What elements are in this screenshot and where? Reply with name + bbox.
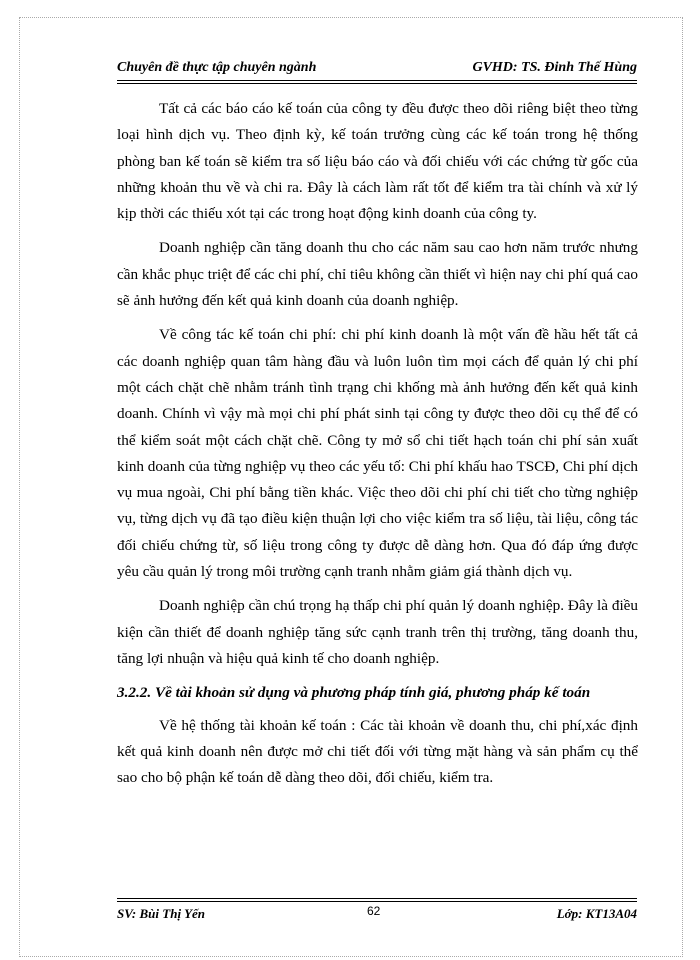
header-title: Chuyên đề thực tập chuyên ngành <box>117 60 317 75</box>
footer-rule-2 <box>117 901 637 902</box>
footer-student: SV: Bùi Thị Yến <box>117 906 206 921</box>
header-supervisor: GVHD: TS. Đinh Thế Hùng <box>472 60 637 75</box>
paragraph-3: Về công tác kế toán chi phí: chi phí kinh doanh là một vấn đề hầu hết tất cả các doanh nghiệp quan tâm hàng đầu và luôn luôn tìm mọi cách để quản lý chi phí một cách chặt chẽ nhằm tránh tình trạng chi khống mà ảnh hưởng đến kết quả kinh doanh. Chính vì vậy mà mọi chi phí phát sinh tại công ty được theo dõi cụ thể để có thể kiểm soát một cách chặt chẽ. Công ty mở sổ chi tiết hạch toán chi phí sản xuất kinh doanh của từng nghiệp vụ theo các yếu tố: Chi phí khấu hao TSCĐ, Chi phí dịch vụ mua ngoài, Chi phí bằng tiền khác. Việc theo dõi chi phí chi tiết cho từng nghiệp vụ, từng dịch vụ đã tạo điều kiện thuận lợi cho việc kiểm tra số liệu, tài liệu, công tác đối chiếu chứng từ, số liệu trong công ty được dễ dàng hơn. Qua đó đáp ứng được yêu cầu quản lý trong môi trường cạnh tranh nhằm giảm giá thành dịch vụ. <box>117 326 638 581</box>
footer-rule <box>117 898 637 899</box>
page-number: 62 <box>367 904 381 918</box>
section-heading: 3.2.2. Về tài khoản sử dụng và phương pháp tính giá, phương pháp kế toán <box>117 684 591 702</box>
paragraph-1: Tất cả các báo cáo kế toán của công ty đều được theo dõi riêng biệt theo từng loại hình dịch vụ. Theo định kỳ, kế toán trưởng cùng các kế toán trong hệ thống phòng ban kế toán sẽ kiểm tra số liệu báo cáo và đối chiếu với các chứng từ gốc của những khoản thu về và chi ra. Đây là cách làm rất tốt để kiểm tra tài chính và xử lý kịp thời các thiếu xót tại các trong hoạt động kinh doanh của công ty. <box>117 100 638 223</box>
document-body <box>117 96 638 799</box>
page-footer <box>117 904 637 924</box>
header-rule-2 <box>117 83 637 84</box>
page-header <box>117 58 637 80</box>
paragraph-2: Doanh nghiệp cần tăng doanh thu cho các năm sau cao hơn năm trước nhưng cần khắc phục triệt để các chi phí, chỉ tiêu không cần thiết vì hiện nay chi phí quá cao sẽ ảnh hưởng đến kết quả kinh doanh của doanh nghiệp. <box>117 239 638 310</box>
paragraph-4: Doanh nghiệp cần chú trọng hạ thấp chi phí quản lý doanh nghiệp. Đây là điều kiện cần thiết để doanh nghiệp tăng sức cạnh tranh trên thị trường, tăng doanh thu, tăng lợi nhuận và hiệu quả kinh tế cho doanh nghiệp. <box>117 597 638 667</box>
paragraph-5: Về hệ thống tài khoản kế toán : Các tài khoản về doanh thu, chi phí,xác định kết quả kinh doanh nên được mở chi tiết đối với từng mặt hàng và sản phẩm cụ thể sao cho bộ phận kế toán dễ dàng theo dõi, đối chiếu, kiểm tra. <box>117 716 638 787</box>
footer-class: Lớp: KT13A04 <box>556 906 637 921</box>
header-rule <box>117 80 637 81</box>
